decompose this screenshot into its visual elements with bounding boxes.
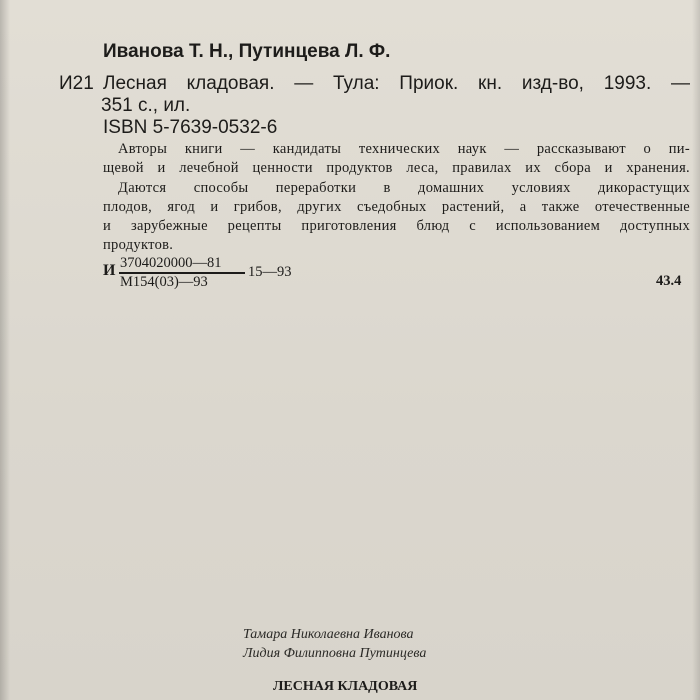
classification-code: И21 [59,73,94,94]
abstract-line: и зарубежные рецепты приготовления блюд с использованием доступных [103,218,690,234]
abstract-line: Авторы книги — кандидаты технических наук — рассказывают о пи- [118,141,690,157]
page-edge-shadow-right [692,0,700,700]
abstract-line: плодов, ягод и грибов, других съедобных растений, а также отечественные [103,199,690,215]
abstract-line: щевой и лечебной ценности продуктов леса, правилах их сбора и хранения. [103,160,690,176]
authors-heading: Иванова Т. Н., Путинцева Л. Ф. [103,41,391,62]
author-full-name: Тамара Николаевна Иванова [243,627,414,642]
abstract-line: Даются способы переработки в домашних условиях дикорастущих [118,180,690,196]
isbn-line: ISBN 5-7639-0532-6 [103,117,278,138]
abstract-line: продуктов. [103,237,174,253]
index-letter: И [103,262,116,279]
index-denominator: М154(03)—93 [120,274,208,290]
page-edge-shadow-left [0,0,10,700]
author-full-name: Лидия Филипповна Путинцева [243,646,427,661]
index-numerator: 3704020000—81 [120,255,222,271]
index-suffix: 15—93 [248,264,292,280]
bibliographic-line-2: 351 с., ил. [101,95,191,116]
book-title: ЛЕСНАЯ КЛАДОВАЯ [273,679,418,694]
bbk-code: 43.4 [656,273,682,289]
bibliographic-line-1: Лесная кладовая. — Тула: Приок. кн. изд-во, 1993. — [103,73,690,94]
